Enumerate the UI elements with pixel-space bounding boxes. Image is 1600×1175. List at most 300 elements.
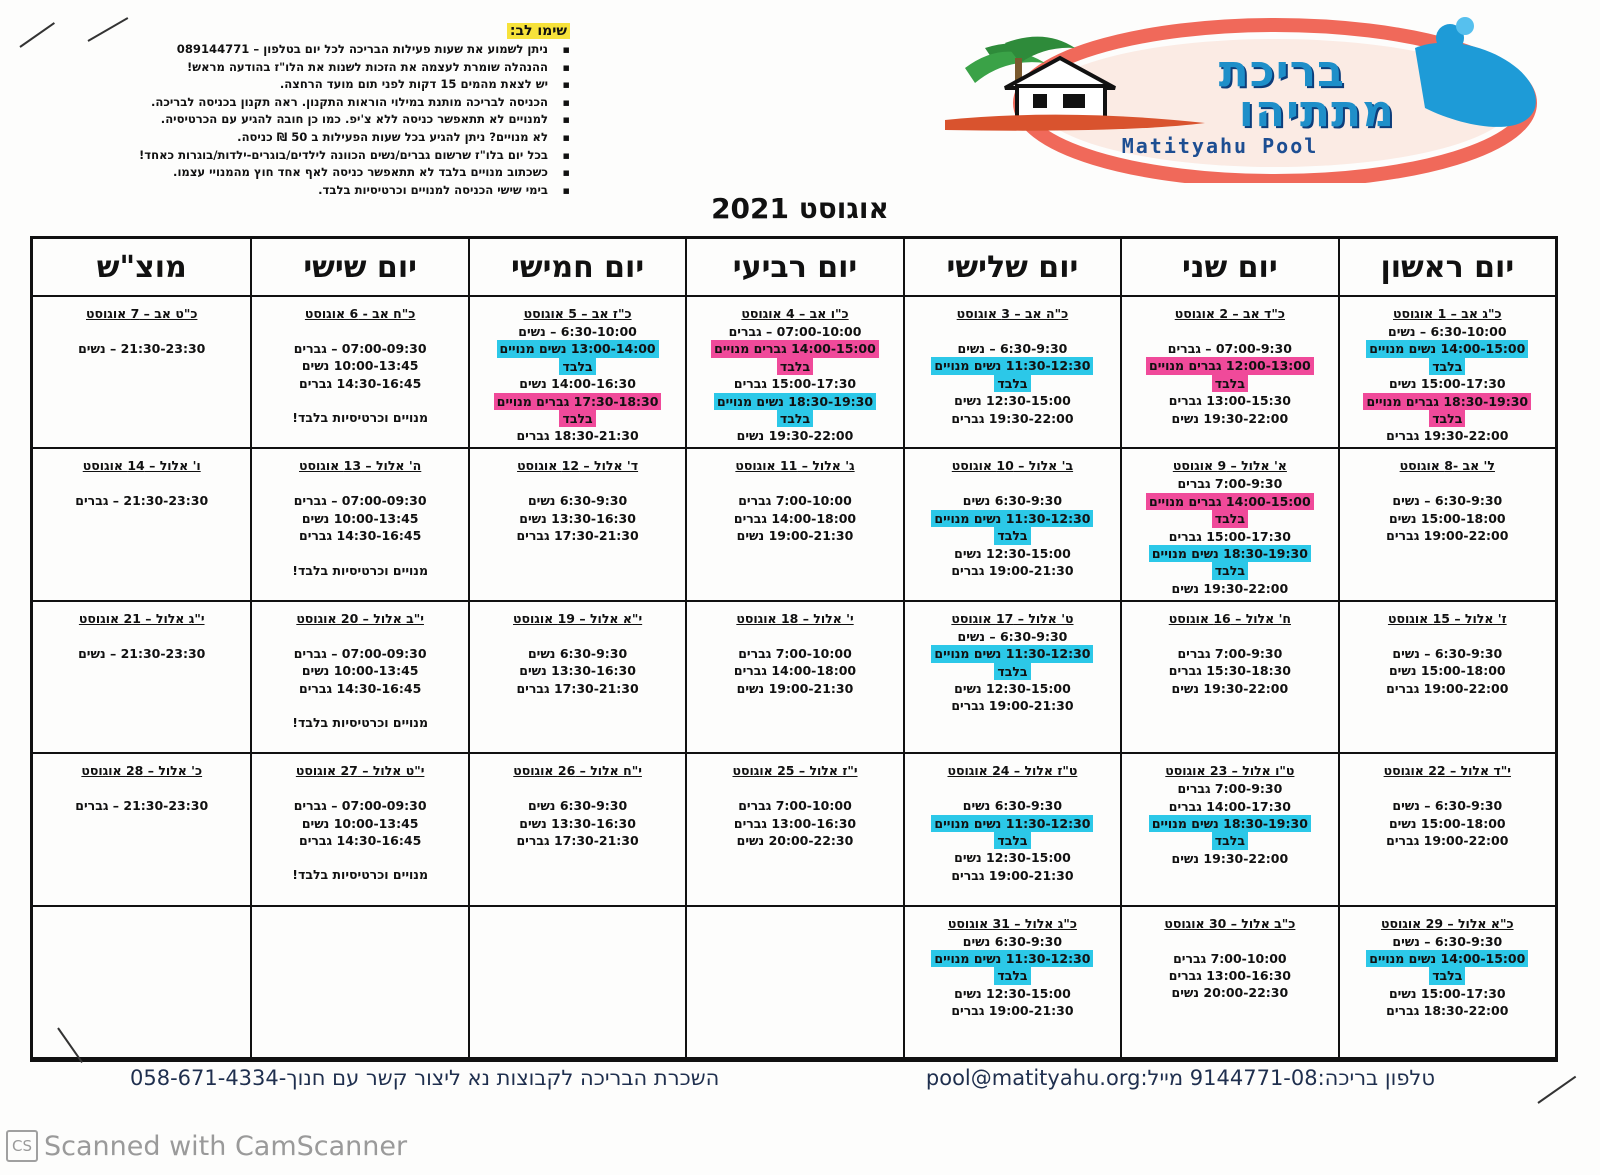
schedule-text: 6:30-9:30 נשים xyxy=(527,493,628,509)
notice-item: ▪ למנויים לא תתאפשר כניסה ללא צ'יפ. כמו כן חובה להגיע עם הכרטיסיה. xyxy=(60,111,570,129)
schedule-line xyxy=(256,645,463,662)
schedule-line xyxy=(1344,340,1551,357)
day-cell xyxy=(1120,449,1337,601)
schedule-line xyxy=(1126,410,1333,427)
schedule-line xyxy=(909,545,1116,562)
day-date: כ"ח אב - 6 אוגוסט xyxy=(304,306,416,321)
schedule-line xyxy=(1344,967,1551,984)
schedule-text: 07:00-09:30 – גברים xyxy=(293,493,427,509)
schedule-line xyxy=(1344,1002,1551,1019)
day-cell xyxy=(250,907,467,1059)
notice-list xyxy=(60,41,570,199)
schedule-text: 7:00-9:30 גברים xyxy=(1177,476,1283,492)
schedule-text: 14:00-18:00 גברים xyxy=(733,663,857,679)
schedule-line xyxy=(909,680,1116,697)
schedule-text: 14:00-18:00 גברים xyxy=(733,510,857,526)
notice-item: ▪ בימי שישי הכניסה למנויים וכרטיסיות בלבד. xyxy=(60,182,570,200)
day-cell xyxy=(1120,602,1337,754)
day-date: ב' אלול – 10 אוגוסט xyxy=(951,458,1074,474)
schedule-text: 19:30-22:00 גברים xyxy=(951,410,1074,426)
schedule-text: 19:30-22:00 נשים xyxy=(1171,580,1289,596)
day-date: ט"ו אלול – 23 אוגוסט xyxy=(1165,763,1295,779)
schedule-line xyxy=(909,357,1116,374)
schedule-line xyxy=(1344,393,1551,410)
schedule-text: 19:30-22:00 נשים xyxy=(1171,850,1289,866)
schedule-line xyxy=(691,510,898,527)
schedule-line xyxy=(909,950,1116,967)
schedule-line xyxy=(1126,680,1333,697)
schedule-line xyxy=(909,697,1116,714)
schedule-line xyxy=(256,680,463,697)
schedule-line xyxy=(474,680,681,697)
schedule-text: 21:30-23:30 – גברים xyxy=(75,493,209,509)
scan-mark xyxy=(1537,1076,1576,1104)
schedule-line xyxy=(1126,545,1333,562)
day-date: י"ג אלול – 21 אוגוסט xyxy=(78,610,205,626)
day-cell xyxy=(33,602,250,754)
schedule-text: 17:30-21:30 גברים xyxy=(516,833,639,848)
line-spacer xyxy=(256,545,463,562)
schedule-text: 15:30-18:30 גברים xyxy=(1168,663,1291,679)
day-date: ו' אלול – 14 אוגוסט xyxy=(82,458,201,474)
schedule-text: 13:30-16:30 נשים xyxy=(519,510,636,526)
schedule-line xyxy=(256,492,463,509)
members-only-slot: בלבד xyxy=(994,967,1030,984)
schedule-line xyxy=(1126,475,1333,492)
members-only-slot: בלבד xyxy=(994,527,1030,544)
schedule-line xyxy=(256,562,463,579)
weekday-header: יום רביעי xyxy=(685,239,902,297)
notice-item: ▪ בכל יום בלו"ז שרשום גברים/נשים הכוונה לילדים/בוגרים-ילדות/בוגרות כאחד! xyxy=(60,147,570,165)
calendar-table xyxy=(30,236,1558,1062)
members-only-slot: בלבד xyxy=(994,832,1030,849)
schedule-line xyxy=(1126,528,1333,545)
schedule-text: 6:30-9:30 – נשים xyxy=(1392,933,1503,949)
day-cell xyxy=(903,754,1120,906)
schedule-line xyxy=(256,815,463,832)
schedule-text: 6:30-9:30 – נשים xyxy=(957,628,1068,644)
schedule-text: 12:30-15:00 נשים xyxy=(954,850,1071,866)
day-date: כ"ד אב – 2 אוגוסט xyxy=(1174,306,1286,321)
members-only-slot: 18:30-19:30 נשים מנויים xyxy=(1149,545,1311,562)
schedule-text: 6:30-10:00 – נשים xyxy=(518,324,637,339)
weekday-header: יום ראשון xyxy=(1338,239,1555,297)
day-cell xyxy=(33,297,250,449)
line-spacer xyxy=(1126,933,1333,950)
schedule-line xyxy=(256,797,463,814)
day-cell xyxy=(1338,602,1555,754)
schedule-line xyxy=(909,849,1116,866)
schedule-line xyxy=(1344,410,1551,427)
members-only-slot: 14:00-15:00 גברים מנויים xyxy=(1146,493,1314,510)
schedule-line xyxy=(691,797,898,814)
schedule-line xyxy=(909,562,1116,579)
schedule-line xyxy=(691,410,898,427)
day-cell xyxy=(1120,297,1337,449)
footer-contact: טלפון בריכה:9144771-08 מייל:pool@matityahu.org xyxy=(925,1066,1435,1090)
notice-item: ▪ כשכתוב מנויים בלבד לא תתאפשר כניסה לאף אחד חוץ מהמנויי עצמו. xyxy=(60,164,570,182)
schedule-text: 7:00-10:00 גברים xyxy=(738,493,852,509)
line-spacer xyxy=(691,780,898,797)
weekday-header: יום שישי xyxy=(250,239,467,297)
schedule-text: 6:30-9:30 נשים xyxy=(962,798,1063,814)
schedule-line xyxy=(1344,375,1551,392)
camscanner-text: Scanned with CamScanner xyxy=(44,1130,408,1162)
schedule-line xyxy=(474,358,681,375)
schedule-line xyxy=(909,527,1116,544)
members-only-slot: בלבד xyxy=(1429,358,1465,375)
day-date: י' אלול – 18 אוגוסט xyxy=(736,610,854,626)
schedule-line xyxy=(256,375,463,392)
schedule-text: 19:30-22:00 נשים xyxy=(736,428,854,444)
schedule-text: 12:30-15:00 נשים xyxy=(954,985,1071,1001)
schedule-line xyxy=(909,492,1116,509)
schedule-text: 14:30-16:45 גברים xyxy=(299,528,422,544)
schedule-line xyxy=(691,427,898,444)
day-cell xyxy=(685,449,902,601)
schedule-text: 15:00-18:00 נשים xyxy=(1388,815,1506,831)
day-cell xyxy=(903,907,1120,1059)
schedule-line xyxy=(1126,562,1333,579)
members-only-slot: 11:30-12:30 נשים מנויים xyxy=(931,815,1093,832)
day-cell xyxy=(250,602,467,754)
day-date: י"ט אלול – 27 אוגוסט xyxy=(295,763,425,779)
schedule-line xyxy=(1344,832,1551,849)
schedule-line xyxy=(474,645,681,662)
schedule-text: 17:30-21:30 גברים xyxy=(516,680,639,696)
members-only-slot: 18:30-19:30 נשים מנויים xyxy=(714,393,876,410)
schedule-text: 15:00-18:00 נשים xyxy=(1388,663,1506,679)
schedule-line xyxy=(1344,950,1551,967)
schedule-line xyxy=(909,410,1116,427)
schedule-text: 15:00-17:30 גברים xyxy=(1168,528,1291,544)
schedule-text: 7:00-9:30 גברים xyxy=(1177,781,1283,797)
schedule-text: 12:30-15:00 נשים xyxy=(954,681,1071,697)
day-cell xyxy=(250,449,467,601)
schedule-text: 18:30-22:00 גברים xyxy=(1386,1003,1509,1019)
notice-item: ▪ ניתן לשמוע את שעות פעילות הבריכה לכל יום בטלפון – 089144771 xyxy=(60,41,570,59)
members-only-slot: בלבד xyxy=(777,358,813,375)
members-only-slot: 12:00-13:00 גברים מנויים xyxy=(1146,357,1314,374)
schedule-text: 6:30-9:30 נשים xyxy=(962,493,1063,509)
schedule-text: 07:00-9:30 – גברים xyxy=(1167,341,1292,356)
day-cell xyxy=(903,449,1120,601)
schedule-line xyxy=(1344,323,1551,340)
day-cell xyxy=(903,602,1120,754)
schedule-text: 19:00-21:30 גברים xyxy=(951,698,1074,714)
schedule-line xyxy=(909,663,1116,680)
schedule-line xyxy=(474,393,681,410)
schedule-line xyxy=(909,967,1116,984)
day-date: כ"א אלול – 29 אוגוסט xyxy=(1381,915,1514,931)
day-date: ט"ז אלול – 24 אוגוסט xyxy=(947,763,1078,779)
schedule-line xyxy=(1126,984,1333,1001)
schedule-line xyxy=(909,815,1116,832)
schedule-text: 14:00-16:30 נשים xyxy=(519,376,636,392)
schedule-text: 21:30-23:30 – נשים xyxy=(78,645,206,661)
schedule-line xyxy=(909,867,1116,884)
schedule-line xyxy=(691,815,898,832)
schedule-line xyxy=(909,510,1116,527)
schedule-line xyxy=(909,340,1116,357)
line-spacer xyxy=(1344,628,1551,645)
line-spacer xyxy=(1126,628,1333,645)
schedule-text: 10:00-13:45 נשים xyxy=(301,815,419,831)
schedule-line xyxy=(256,340,463,357)
day-date: ז' אלול – 15 אוגוסט xyxy=(1387,610,1507,626)
schedule-line xyxy=(1126,967,1333,984)
day-cell xyxy=(468,602,685,754)
line-spacer xyxy=(1126,323,1333,340)
line-spacer xyxy=(1344,475,1551,492)
schedule-text: 21:30-23:30 – נשים xyxy=(78,341,206,356)
day-cell xyxy=(250,754,467,906)
schedule-line xyxy=(474,427,681,444)
members-only-slot: בלבד xyxy=(994,663,1030,680)
day-date: כ"ו אב – 4 אוגוסט xyxy=(741,306,849,321)
pool-logo xyxy=(945,8,1565,183)
schedule-text: 6:30-9:30 – נשים xyxy=(1392,493,1503,509)
schedule-line xyxy=(256,409,463,426)
day-date: ה' אלול – 13 אוגוסט xyxy=(299,458,422,474)
day-date: כ"ט אב – 7 אוגוסט xyxy=(86,306,198,321)
schedule-text: 07:00-09:30 – גברים xyxy=(293,645,427,661)
schedule-text: 10:00-13:45 נשים xyxy=(301,358,419,374)
schedule-line xyxy=(909,645,1116,662)
schedule-line xyxy=(1126,580,1333,597)
line-spacer xyxy=(1344,780,1551,797)
schedule-line xyxy=(474,662,681,679)
line-spacer xyxy=(474,628,681,645)
schedule-text: 19:00-22:00 גברים xyxy=(1386,833,1509,848)
members-only-slot: 11:30-12:30 נשים מנויים xyxy=(931,645,1093,662)
line-spacer xyxy=(474,780,681,797)
logo-hebrew-line1: בריכת xyxy=(1218,46,1345,97)
day-cell xyxy=(685,602,902,754)
schedule-text: 21:30-23:30 – גברים xyxy=(75,798,209,814)
schedule-line xyxy=(474,510,681,527)
schedule-text: 15:00-18:00 נשים xyxy=(1388,510,1506,526)
day-date: כ"ג אב – 1 אוגוסט xyxy=(1393,306,1502,321)
schedule-line xyxy=(1344,797,1551,814)
schedule-text: 6:30-9:30 נשים xyxy=(962,933,1063,949)
schedule-text: 19:00-21:30 גברים xyxy=(951,1003,1074,1019)
schedule-line xyxy=(691,393,898,410)
schedule-line xyxy=(691,832,898,849)
day-cell xyxy=(33,449,250,601)
schedule-line xyxy=(474,832,681,849)
members-only-slot: 11:30-12:30 נשים מנויים xyxy=(931,357,1093,374)
schedule-text: 19:00-21:30 גברים xyxy=(951,563,1074,579)
schedule-text: 13:30-16:30 נשים xyxy=(519,663,636,679)
line-spacer xyxy=(909,475,1116,492)
calendar-grid xyxy=(33,239,1555,1059)
members-only-slot: 11:30-12:30 נשים מנויים xyxy=(931,510,1093,527)
schedule-text: 17:30-21:30 גברים xyxy=(516,528,639,544)
schedule-text: מנויים וכרטיסיות בלבד! xyxy=(292,410,428,426)
day-cell xyxy=(1120,754,1337,906)
schedule-line xyxy=(909,933,1116,950)
line-spacer xyxy=(256,628,463,645)
schedule-line xyxy=(256,357,463,374)
schedule-text: 10:00-13:45 נשים xyxy=(301,510,419,526)
line-spacer xyxy=(256,392,463,409)
day-cell xyxy=(1338,754,1555,906)
schedule-text: 6:30-9:30 נשים xyxy=(527,645,628,661)
day-cell xyxy=(468,907,685,1059)
members-only-slot: בלבד xyxy=(559,358,595,375)
weekday-header: יום שני xyxy=(1120,239,1337,297)
day-date: י"ז אלול – 25 אוגוסט xyxy=(732,763,858,779)
schedule-line xyxy=(256,662,463,679)
schedule-text: 13:00-15:30 גברים xyxy=(1168,393,1291,409)
day-date: י"ד אלול – 22 אוגוסט xyxy=(1383,763,1511,779)
schedule-text: 07:00-09:30 – גברים xyxy=(293,341,427,356)
schedule-text: 13:30-16:30 נשים xyxy=(519,815,636,831)
line-spacer xyxy=(256,849,463,866)
schedule-line xyxy=(474,375,681,392)
schedule-line xyxy=(909,985,1116,1002)
schedule-line xyxy=(909,392,1116,409)
notice-item: ▪ לא מנויים? ניתן להגיע בכל שעות הפעילות ב 50 ₪ כניסה. xyxy=(60,129,570,147)
schedule-line xyxy=(474,492,681,509)
schedule-text: 6:30-9:30 – נשים xyxy=(1392,798,1503,814)
schedule-text: 6:30-9:30 נשים xyxy=(527,798,628,814)
line-spacer xyxy=(256,323,463,340)
members-only-slot: בלבד xyxy=(1429,967,1465,984)
schedule-text: 6:30-9:30 – נשים xyxy=(957,341,1068,356)
members-only-slot: בלבד xyxy=(777,410,813,427)
schedule-line xyxy=(1126,375,1333,392)
schedule-line xyxy=(1344,645,1551,662)
line-spacer xyxy=(909,780,1116,797)
line-spacer xyxy=(37,323,246,340)
line-spacer xyxy=(37,780,246,797)
schedule-line xyxy=(691,358,898,375)
camscanner-watermark xyxy=(6,1130,407,1162)
schedule-text: 14:30-16:45 גברים xyxy=(299,680,422,696)
schedule-line xyxy=(1344,815,1551,832)
day-cell xyxy=(468,297,685,449)
schedule-line xyxy=(1344,510,1551,527)
day-date: י"א אלול – 19 אוגוסט xyxy=(513,610,643,626)
schedule-line xyxy=(1344,680,1551,697)
members-only-slot: בלבד xyxy=(994,375,1030,392)
schedule-line xyxy=(1344,527,1551,544)
schedule-line xyxy=(691,527,898,544)
day-date: א' אלול – 9 אוגוסט xyxy=(1172,458,1287,474)
schedule-line xyxy=(1126,662,1333,679)
day-date: כ"ג אלול – 31 אוגוסט xyxy=(947,915,1077,931)
notice-item: ▪ הכניסה לבריכה מותנת במילוי הוראות התקנון. ראה תקנון בכניסה לבריכה. xyxy=(60,94,570,112)
schedule-line xyxy=(1344,933,1551,950)
day-cell xyxy=(1338,297,1555,449)
line-spacer xyxy=(37,628,246,645)
camscanner-logo-icon: CS xyxy=(6,1130,38,1162)
schedule-line xyxy=(909,797,1116,814)
schedule-text: 07:00-09:30 – גברים xyxy=(293,798,427,814)
members-only-slot: בלבד xyxy=(1429,410,1465,427)
members-only-slot: 14:00-15:00 גברים מנויים xyxy=(711,340,879,357)
schedule-line xyxy=(37,340,246,357)
line-spacer xyxy=(691,475,898,492)
members-only-slot: 14:00-15:00 נשים מנויים xyxy=(1366,950,1528,967)
day-date: ג' אלול – 11 אוגוסט xyxy=(735,458,855,474)
day-cell xyxy=(685,754,902,906)
schedule-line xyxy=(474,527,681,544)
schedule-line xyxy=(691,645,898,662)
schedule-text: 7:00-9:30 גברים xyxy=(1177,645,1283,661)
schedule-text: מנויים וכרטיסיות בלבד! xyxy=(292,867,428,883)
schedule-text: 13:00-16:30 גברים xyxy=(1168,968,1291,983)
line-spacer xyxy=(909,323,1116,340)
schedule-text: 19:00-22:00 גברים xyxy=(1386,528,1509,544)
schedule-line xyxy=(1126,493,1333,510)
scan-mark xyxy=(19,22,55,48)
schedule-text: 19:00-21:30 נשים xyxy=(736,528,854,544)
line-spacer xyxy=(691,628,898,645)
schedule-line xyxy=(474,797,681,814)
schedule-text: 19:00-21:30 גברים xyxy=(951,867,1074,883)
notice-item: ▪ יש לצאת מהמים 15 דקות לפני תום מועד הרחצה. xyxy=(60,76,570,94)
day-cell xyxy=(33,754,250,906)
schedule-line xyxy=(256,866,463,883)
line-spacer xyxy=(256,697,463,714)
schedule-text: 6:30-9:30 – נשים xyxy=(1392,645,1503,661)
schedule-text: 7:00-10:00 גברים xyxy=(738,645,852,661)
schedule-line xyxy=(909,628,1116,645)
schedule-line xyxy=(691,340,898,357)
day-date: ט' אלול – 17 אוגוסט xyxy=(951,610,1074,626)
schedule-line xyxy=(1344,492,1551,509)
schedule-line xyxy=(909,375,1116,392)
line-spacer xyxy=(256,780,463,797)
schedule-line xyxy=(691,375,898,392)
schedule-line xyxy=(1126,832,1333,849)
schedule-text: 15:00-17:30 נשים xyxy=(1388,376,1506,392)
members-only-slot: בלבד xyxy=(1212,510,1248,527)
day-date: ד' אלול – 12 אוגוסט xyxy=(517,458,639,474)
notice-item: ▪ ההנהלה שומרת לעצמה את הזכות לשנות את הלו"ז בהודעה מראש! xyxy=(60,59,570,77)
schedule-line xyxy=(474,815,681,832)
schedule-line xyxy=(1126,357,1333,374)
day-date: ח' אלול – 16 אוגוסט xyxy=(1168,610,1291,626)
schedule-text: 19:30-22:00 נשים xyxy=(1171,410,1289,426)
notice-block xyxy=(60,20,570,199)
schedule-text: 12:30-15:00 נשים xyxy=(954,545,1071,561)
notice-title: שימו לב: xyxy=(507,23,570,39)
day-cell xyxy=(685,907,902,1059)
schedule-text: 13:00-16:30 גברים xyxy=(733,815,857,831)
schedule-line xyxy=(1126,780,1333,797)
line-spacer xyxy=(474,475,681,492)
day-date: כ"ה אב – 3 אוגוסט xyxy=(956,306,1069,321)
members-only-slot: בלבד xyxy=(1212,375,1248,392)
schedule-line xyxy=(1344,662,1551,679)
schedule-text: 7:00-10:00 גברים xyxy=(738,798,852,814)
day-cell xyxy=(1338,449,1555,601)
members-only-slot: בלבד xyxy=(559,410,595,427)
schedule-line xyxy=(1126,645,1333,662)
schedule-text: 19:00-21:30 נשים xyxy=(736,680,854,696)
day-cell xyxy=(1120,907,1337,1059)
schedule-text: 18:30-21:30 גברים xyxy=(516,428,639,444)
schedule-text: 14:30-16:45 גברים xyxy=(299,375,422,391)
members-only-slot: 18:30-19:30 גברים מנויים xyxy=(1363,393,1531,410)
day-cell xyxy=(903,297,1120,449)
day-date: כ"ב אלול – 30 אוגוסט xyxy=(1164,915,1296,931)
schedule-text: 20:00-22:30 נשים xyxy=(736,833,854,848)
